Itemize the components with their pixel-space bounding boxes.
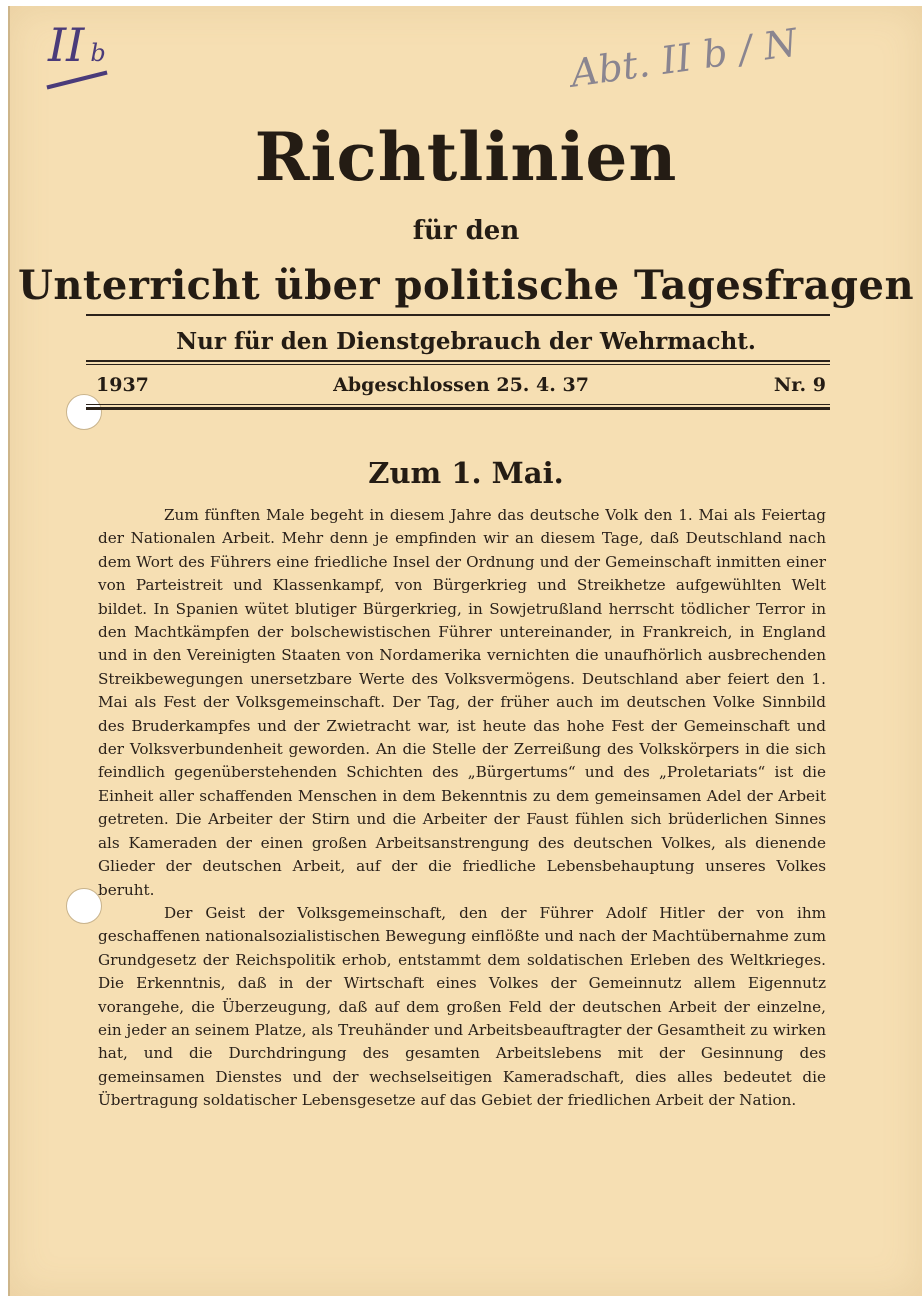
article-heading: Zum 1. Mai. bbox=[368, 456, 564, 490]
article-body bbox=[98, 504, 826, 1113]
divider-line bbox=[86, 404, 830, 405]
document-subtitle: Unterricht über politische Tagesfragen bbox=[17, 262, 915, 309]
restriction-notice: Nur für den Dienstgebrauch der Wehrmacht. bbox=[176, 328, 756, 355]
handwritten-mark-left bbox=[48, 18, 106, 72]
document-title: Richtlinien bbox=[254, 118, 678, 196]
handwritten-letter: b bbox=[90, 39, 106, 67]
paragraph: Der Geist der Volksgemeinschaft, den der Führer Adolf Hitler der von ihm geschaffenen nationalsozialistischen Bewegung einflößte und nach der Machtübernahme zum Grundgesetz der Reichspolitik erhob, entstammt dem soldatischen Erleben des Weltkrieges. Die Erkenntnis, daß in der Wirtschaft eines Volkes der Gemeinnutz allem Eigennutz vorangehe, die Überzeugung, daß auf dem großen Feld der deutschen Arbeit der einzelne, ein jeder an seinem Platze, als Treuhänder und Arbeitsbeauftragter der Gesamtheit zu wirken hat, und die Durchdringung des gesamten Arbeitslebens mit der Gesinnung des gemeinsamen Dienstes und der wechselseitigen Kameradschaft, dies alles bedeutet die Übertragung soldatischer Lebensgesetze auf das Gebiet der friedlichen Arbeit der Nation. bbox=[98, 903, 826, 1110]
issue-info bbox=[96, 374, 826, 402]
issue-year: 1937 bbox=[96, 374, 149, 396]
punch-hole bbox=[66, 888, 102, 924]
handwritten-mark-right: Abt. II b / N bbox=[568, 20, 800, 96]
divider-line bbox=[86, 360, 830, 362]
handwritten-numeral: II bbox=[48, 18, 85, 72]
document-page bbox=[8, 6, 922, 1296]
divider-line bbox=[86, 314, 830, 316]
closing-date: Abgeschlossen 25. 4. 37 bbox=[333, 374, 589, 396]
paragraph: Zum fünften Male begeht in diesem Jahre das deutsche Volk den 1. Mai als Feiertag der Nationalen Arbeit. Mehr denn je empfinden wir an diesem Tage, daß Deutschland nach dem Wort des Führers eine friedliche Insel der Ordnung und der Gemeinschaft inmitten einer von Parteistreit und Klassenkampf, von Bürgerkrieg und Streikhetze aufgewühlten Welt bildet. In Spanien wütet blutiger Bürgerkrieg, in Sowjetrußland herrscht tödlicher Terror in den Machtkämpfen der bolschewistischen Führer untereinander, in Frankreich, in England und in den Vereinigten Staaten von Nordamerika vernichten die unaufhörlich ausbrechenden Streikbewegungen unersetzbare Werte des Volksvermögens. Deutschland aber feiert den 1. Mai als Fest der Volksgemeinschaft. Der Tag, der früher auch im deutschen Volke Sinnbild des Bruderkampfes und der Zwietracht war, ist heute das hohe Fest der Gemeinschaft und der Volksverbundenheit geworden. An die Stelle der Zerreißung des Volkskörpers in die sich feindlich gegenüberstehenden Schichten des „Bürgertums“ und des „Proletariats“ ist die Einheit aller schaffenden Menschen in dem Bekenntnis zu dem gemeinsamen Adel der Arbeit getreten. Die Arbeiter der Stirn und die Arbeiter der Faust fühlen sich brüderlichen Sinnes als Kameraden der einen großen Arbeitsanstrengung des deutschen Volkes, als dienende Glieder der deutschen Arbeit, auf der die friedliche Lebensbehauptung unseres Volkes beruht. bbox=[98, 506, 826, 899]
title-connector: für den bbox=[412, 216, 520, 246]
divider-line bbox=[86, 407, 830, 410]
issue-number: Nr. 9 bbox=[773, 374, 826, 396]
underline-stroke bbox=[46, 71, 107, 90]
divider-line bbox=[86, 364, 830, 365]
